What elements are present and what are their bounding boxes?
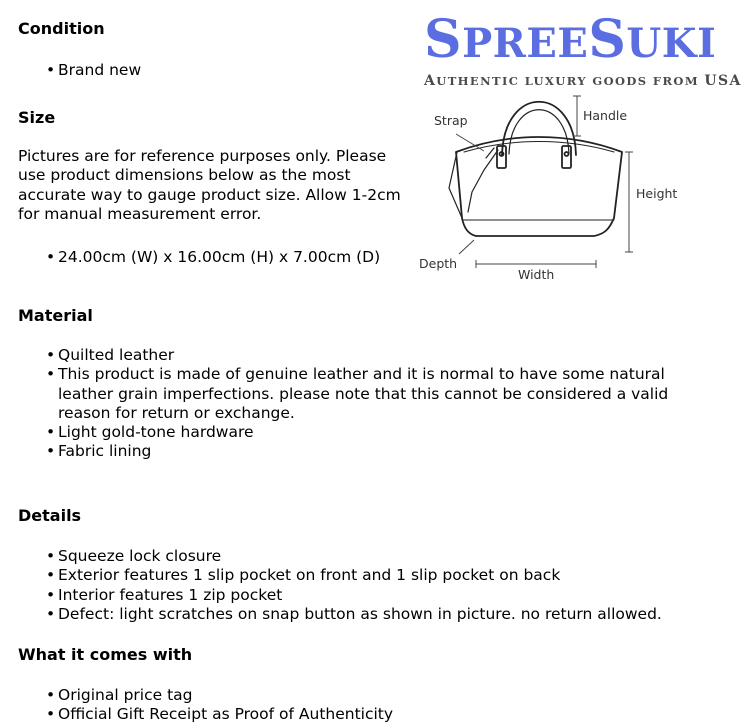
logo-wordmark: SPREESUKI bbox=[424, 9, 717, 70]
list-item: • Squeeze lock closure bbox=[46, 547, 706, 566]
size-heading: Size bbox=[18, 108, 56, 127]
logo-tagline: AUTHENTIC LUXURY GOODS FROM USA bbox=[424, 73, 742, 89]
list-item: • Brand new bbox=[46, 61, 706, 80]
bag-side-panel bbox=[449, 152, 462, 218]
spreesuki-logo bbox=[424, 9, 742, 89]
bag-body bbox=[456, 137, 622, 236]
strap-label: Strap bbox=[434, 113, 468, 128]
comes-with-heading: What it comes with bbox=[18, 645, 193, 664]
material-heading: Material bbox=[18, 306, 93, 325]
details-list bbox=[46, 547, 706, 624]
condition-heading: Condition bbox=[18, 19, 105, 38]
list-item: • Official Gift Receipt as Proof of Authenticity bbox=[46, 705, 706, 724]
handle-label: Handle bbox=[583, 108, 628, 123]
list-item: • Original price tag bbox=[46, 686, 706, 705]
depth-leader bbox=[459, 240, 474, 254]
details-heading: Details bbox=[18, 506, 82, 525]
strap-leader bbox=[456, 134, 484, 151]
strap-line bbox=[468, 148, 498, 212]
list-item: • Exterior features 1 slip pocket on front and 1 slip pocket on back bbox=[46, 566, 706, 585]
list-item: • 24.00cm (W) x 16.00cm (H) x 7.00cm (D) bbox=[46, 248, 706, 267]
height-label: Height bbox=[636, 186, 678, 201]
size-intro-text: Pictures are for reference purposes only. Please use product dimensions below as the most accurate way to gauge product size. Allow 1-2cm for manual measurement error. bbox=[18, 147, 401, 223]
list-item: • Quilted leather bbox=[46, 346, 706, 365]
list-item: • Defect: light scratches on snap button as shown in picture. no return allowed. bbox=[46, 605, 706, 624]
bag-dimensions-diagram bbox=[414, 90, 714, 290]
right-handle-tab bbox=[562, 146, 571, 168]
handle-inner bbox=[509, 110, 569, 154]
right-rivet bbox=[565, 152, 569, 156]
depth-label: Depth bbox=[419, 256, 458, 271]
width-label: Width bbox=[518, 267, 555, 282]
list-item: • Light gold-tone hardware bbox=[46, 423, 706, 442]
comes-with-list bbox=[46, 686, 706, 725]
list-item: • Interior features 1 zip pocket bbox=[46, 586, 706, 605]
list-item: • This product is made of genuine leather and it is normal to have some natural leather grain imperfections. please note that this cannot be considered a valid reason for return or exchange. bbox=[46, 365, 706, 423]
material-list bbox=[46, 346, 706, 462]
list-item: • Fabric lining bbox=[46, 442, 706, 461]
